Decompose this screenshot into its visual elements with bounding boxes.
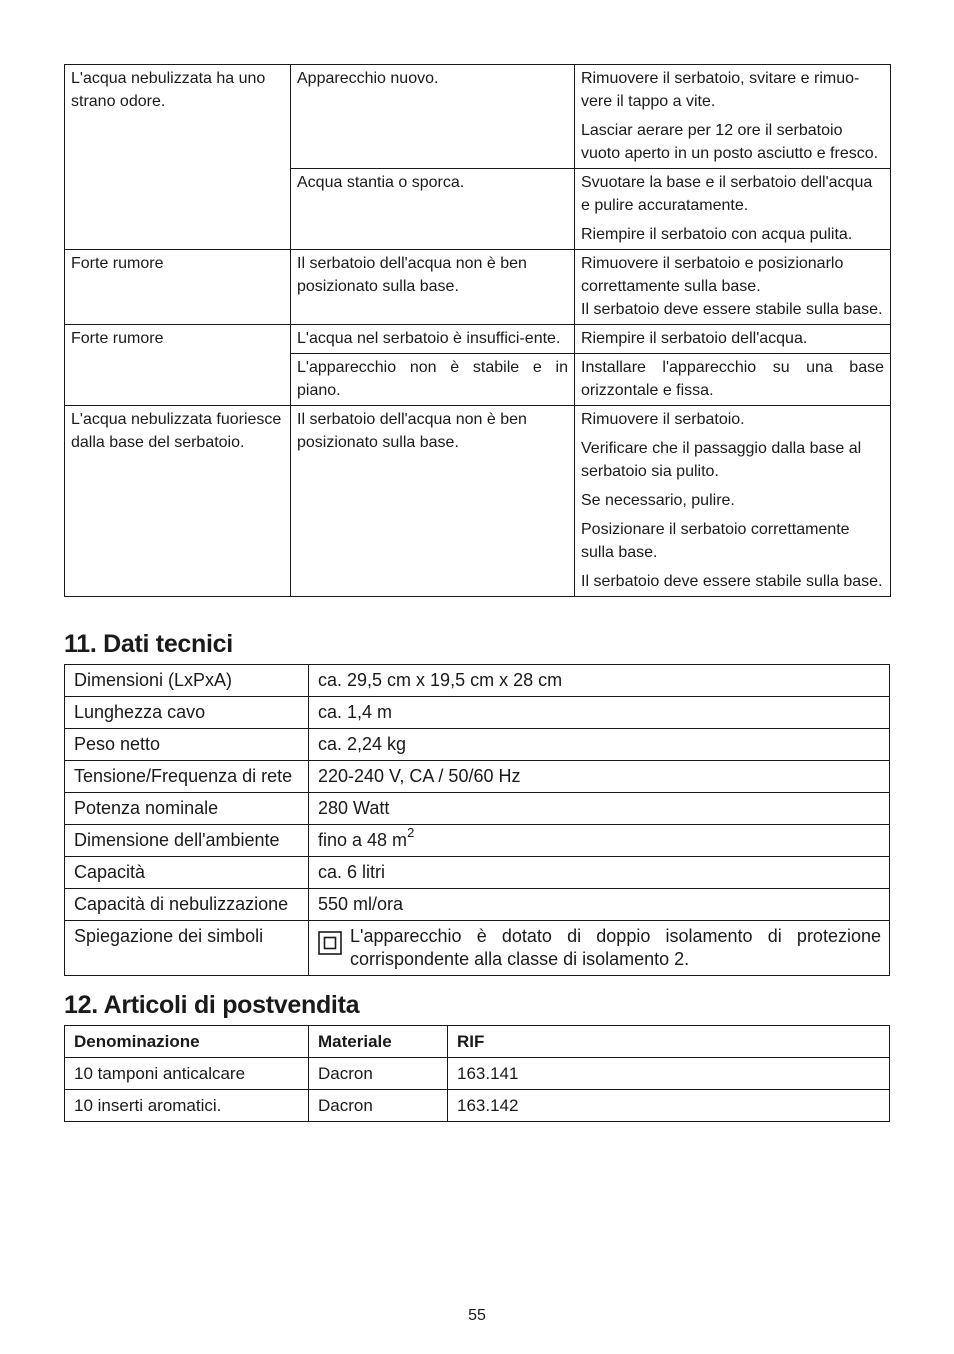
cause-cell: Acqua stantia o sporca. xyxy=(291,169,575,250)
table-row xyxy=(65,921,890,976)
tech-label: Lunghezza cavo xyxy=(65,697,309,729)
table-row xyxy=(65,857,890,889)
table-row xyxy=(65,1090,890,1122)
table-cell: Dacron xyxy=(309,1058,448,1090)
table-cell: 163.142 xyxy=(448,1090,890,1122)
table-row xyxy=(65,761,890,793)
column-header: RIF xyxy=(448,1026,890,1058)
cause-cell: L'apparecchio non è stabile e in piano. xyxy=(291,354,575,406)
tech-value: 220-240 V, CA / 50/60 Hz xyxy=(309,761,890,793)
remedy-cell: Installare l'apparecchio su una base orizzontale e fissa. xyxy=(575,354,891,406)
page-number: 55 xyxy=(468,1307,486,1324)
tech-value: ca. 29,5 cm x 19,5 cm x 28 cm xyxy=(309,665,890,697)
class-2-insulation-icon xyxy=(318,931,342,955)
column-header: Materiale xyxy=(309,1026,448,1058)
technical-data-table xyxy=(64,664,890,976)
table-row xyxy=(65,889,890,921)
table-cell: 10 inserti aromatici. xyxy=(65,1090,309,1122)
table-row xyxy=(65,250,891,325)
room-size-value: fino a 48 m xyxy=(318,830,408,850)
tech-value: ca. 2,24 kg xyxy=(309,729,890,761)
remedy-cell: Svuotare la base e il serbatoio dell'acqua e pulire accuratamente. Riempire il serbatoio con acqua pulita. xyxy=(575,169,891,250)
remedy-cell: Rimuovere il serbatoio, svitare e rimuo-vere il tappo a vite. Lasciar aerare per 12 ore il serbatoio vuoto aperto in un posto asciutto e fresco. xyxy=(575,65,891,169)
table-row xyxy=(65,665,890,697)
table-row xyxy=(65,406,891,597)
tech-label: Spiegazione dei simboli xyxy=(65,921,309,976)
tech-value: ca. 1,4 m xyxy=(309,697,890,729)
cause-cell: Il serbatoio dell'acqua non è ben posizionato sulla base. xyxy=(291,250,575,325)
tech-label: Tensione/Frequenza di rete xyxy=(65,761,309,793)
column-header: Denominazione xyxy=(65,1026,309,1058)
symbol-explanation: L'apparecchio è dotato di doppio isolamento di protezione corrispondente alla classe di isolamento 2. xyxy=(350,926,881,969)
problem-cell: L'acqua nebulizzata ha uno strano odore. xyxy=(65,65,291,250)
troubleshooting-table xyxy=(64,64,891,597)
table-cell: 163.141 xyxy=(448,1058,890,1090)
tech-value xyxy=(309,921,890,976)
cause-cell: Apparecchio nuovo. xyxy=(291,65,575,169)
table-cell: Dacron xyxy=(309,1090,448,1122)
table-row xyxy=(65,1058,890,1090)
table-row xyxy=(65,825,890,857)
cause-cell: Il serbatoio dell'acqua non è ben posizionato sulla base. xyxy=(291,406,575,597)
cause-cell: L'acqua nel serbatoio è insuffici-ente. xyxy=(291,325,575,354)
problem-cell: Forte rumore xyxy=(65,325,291,406)
remedy-cell: Rimuovere il serbatoio. Verificare che il passaggio dalla base al serbatoio sia pulito. Se necessario, pulire. Posizionare il serbatoio correttamente sulla base. Il serbatoio deve essere stabile sulla base. xyxy=(575,406,891,597)
remedy-cell: Rimuovere il serbatoio e posizionarlo correttamente sulla base. Il serbatoio deve essere stabile sulla base. xyxy=(575,250,891,325)
tech-label: Dimensione dell'ambiente xyxy=(65,825,309,857)
tech-value: ca. 6 litri xyxy=(309,857,890,889)
tech-label: Peso netto xyxy=(65,729,309,761)
superscript: 2 xyxy=(407,825,415,840)
table-row xyxy=(65,65,891,169)
table-row xyxy=(65,729,890,761)
tech-value xyxy=(309,825,890,857)
problem-cell: L'acqua nebulizzata fuoriesce dalla base del serbatoio. xyxy=(65,406,291,597)
aftersales-table xyxy=(64,1025,890,1122)
table-cell: 10 tamponi anticalcare xyxy=(65,1058,309,1090)
section-heading-aftersales: 12. Articoli di postvendita xyxy=(64,991,360,1019)
tech-value: 280 Watt xyxy=(309,793,890,825)
section-heading-technical: 11. Dati tecnici xyxy=(64,630,233,658)
tech-label: Dimensioni (LxPxA) xyxy=(65,665,309,697)
table-row xyxy=(65,793,890,825)
tech-label: Capacità xyxy=(65,857,309,889)
tech-value: 550 ml/ora xyxy=(309,889,890,921)
table-row xyxy=(65,697,890,729)
table-header-row xyxy=(65,1026,890,1058)
table-row xyxy=(65,325,891,354)
page-content xyxy=(64,64,890,1122)
tech-label: Capacità di nebulizzazione xyxy=(65,889,309,921)
problem-cell: Forte rumore xyxy=(65,250,291,325)
tech-label: Potenza nominale xyxy=(65,793,309,825)
remedy-cell: Riempire il serbatoio dell'acqua. xyxy=(575,325,891,354)
